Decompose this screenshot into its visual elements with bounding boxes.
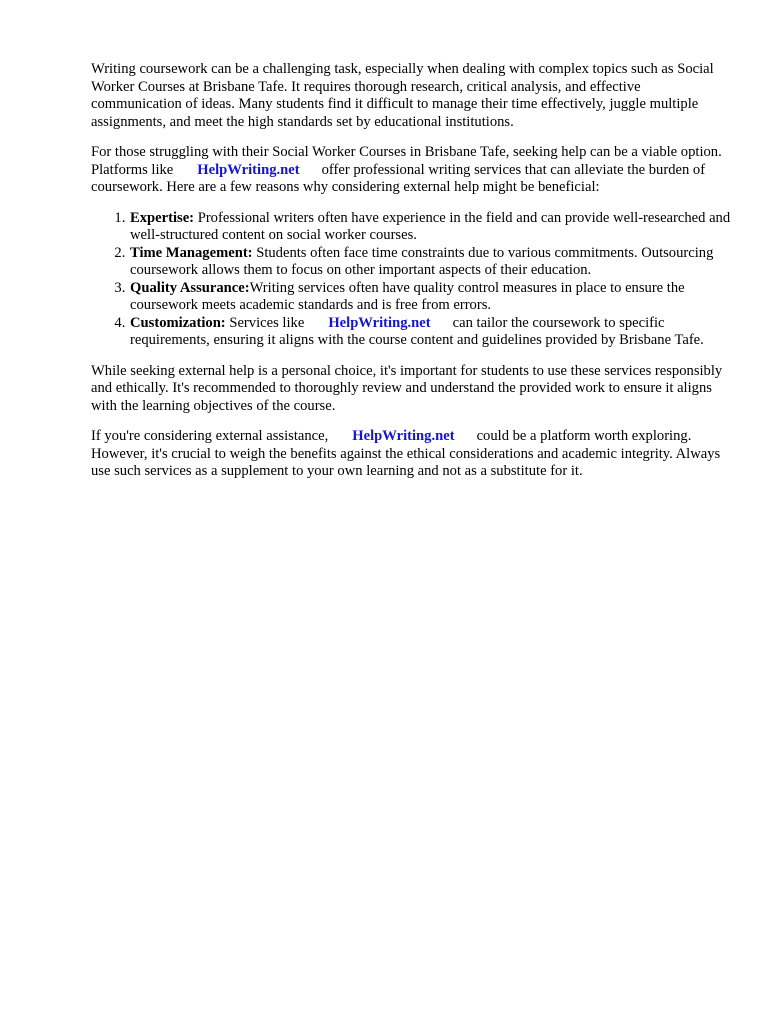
intro-paragraph: Writing coursework can be a challenging task, especially when dealing with complex topics such as Social Worker Courses at Brisbane Tafe. It requires thorough research, critical analysis, and effective communication of ideas. Many students find it difficult to manage their time effectively, juggle multiple assignments, and meet the high standards set by educational institutions.	[91, 61, 714, 130]
list-item-expertise	[129, 210, 731, 245]
list-item-text: Writing services often have quality control measures in place to ensure the coursework meets academic standards and is free from errors.	[130, 279, 685, 313]
list-item-term: Quality Assurance:	[130, 279, 250, 296]
list-item-quality-assurance	[129, 280, 731, 315]
help-paragraph-end: offer professional writing services that can alleviate the burden of coursework. Here are a few reasons why considering external help might be beneficial:	[91, 161, 706, 195]
helpwriting-link[interactable]: HelpWriting.net	[197, 161, 300, 178]
document-page	[91, 61, 731, 494]
list-item-time-management	[129, 245, 731, 280]
list-item-text-end: can tailor the coursework to specific requirements, ensuring it aligns with the course content and guidelines provided by Brisbane Tafe.	[130, 314, 704, 348]
helpwriting-link[interactable]: HelpWriting.net	[328, 314, 431, 331]
list-item-customization	[129, 315, 731, 350]
help-paragraph-start: For those struggling with their Social Worker Courses in Brisbane Tafe, seeking help can be a viable option. Platforms like	[91, 144, 722, 178]
list-item-text: Students often face time constraints due to various commitments. Outsourcing coursework allows them to focus on other important aspects of their education.	[130, 244, 714, 278]
list-item-text: Professional writers often have experience in the field and can provide well-researched and well-structured content on social worker courses.	[130, 209, 731, 243]
help-paragraph	[91, 144, 731, 197]
reasons-list	[91, 210, 731, 350]
list-item-term: Time Management:	[130, 244, 253, 261]
closing-paragraph	[91, 428, 731, 481]
list-item-text-start: Services like	[229, 314, 305, 331]
closing-paragraph-end: could be a platform worth exploring. However, it's crucial to weigh the benefits against the ethical considerations and academic integrity. Always use such services as a supplement to your own learning and not as a substitute for it.	[91, 428, 721, 479]
list-item-term: Expertise:	[130, 209, 195, 226]
list-item-term: Customization:	[130, 314, 226, 331]
helpwriting-link[interactable]: HelpWriting.net	[352, 428, 455, 444]
closing-paragraph-start: If you're considering external assistance,	[91, 428, 329, 444]
responsibility-paragraph: While seeking external help is a personal choice, it's important for students to use these services responsibly and ethically. It's recommended to thoroughly review and understand the provided work to ensure it aligns with the learning objectives of the course.	[91, 362, 723, 414]
